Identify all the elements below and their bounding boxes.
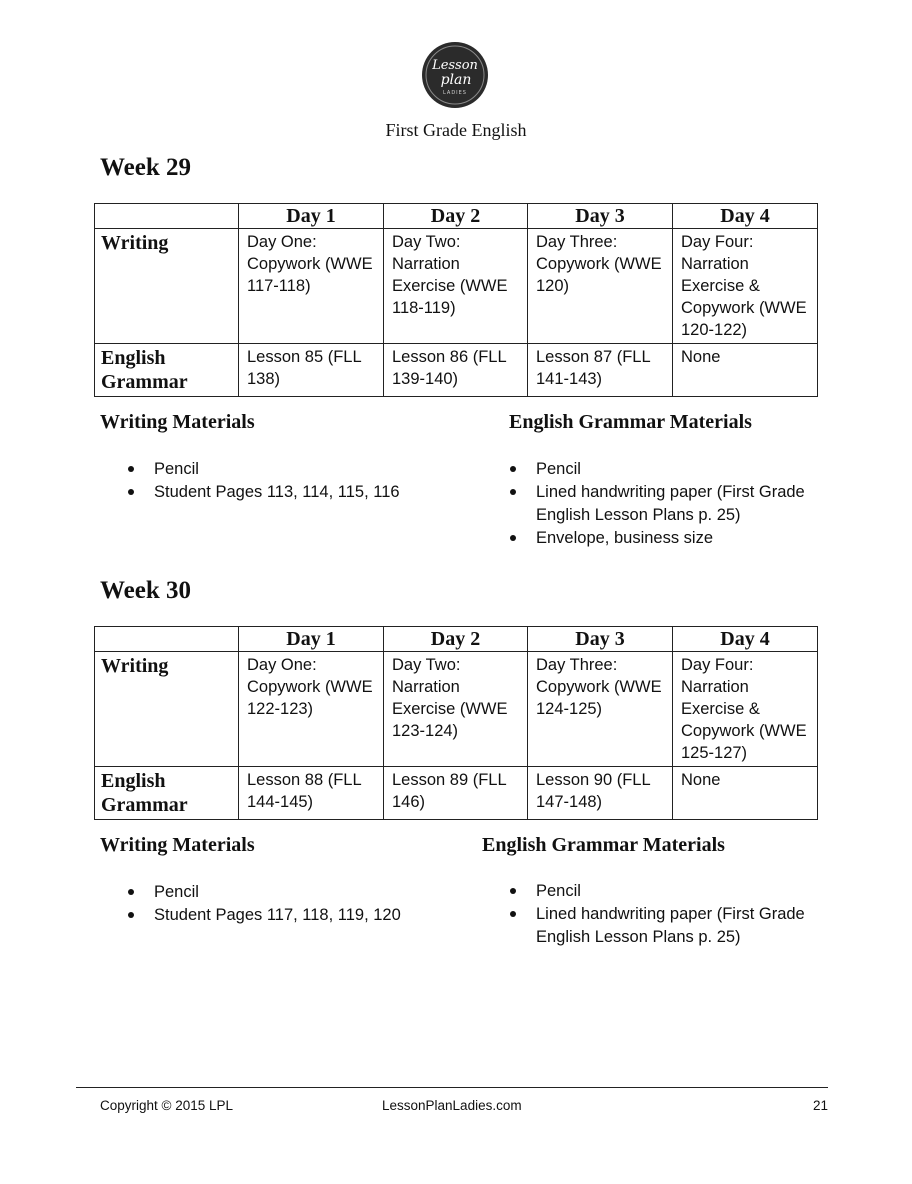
- table-cell: Day Two: Narration Exercise (WWE 123-124): [384, 652, 528, 767]
- footer-website: LessonPlanLadies.com: [382, 1098, 522, 1113]
- table-cell: Day One: Copywork (WWE 122-123): [239, 652, 384, 767]
- list-item: Pencil: [154, 458, 484, 481]
- list-item: Student Pages 117, 118, 119, 120: [154, 904, 484, 927]
- table-cell: Lesson 90 (FLL 147-148): [528, 767, 673, 820]
- table-cell: Lesson 85 (FLL 138): [239, 344, 384, 397]
- row-label: English Grammar: [95, 767, 239, 820]
- footer-copyright: Copyright © 2015 LPL: [100, 1098, 234, 1113]
- list-item: Lined handwriting paper (First Grade English Lesson Plans p. 25): [536, 903, 836, 949]
- table-cell: Day Three: Copywork (WWE 120): [528, 229, 673, 344]
- day-header: Day 2: [384, 627, 528, 652]
- table-cell: None: [673, 344, 818, 397]
- table-cell: Day Four: Narration Exercise & Copywork (WWE 125-127): [673, 652, 818, 767]
- grammar-materials-title: English Grammar Materials: [509, 411, 752, 433]
- day-header: Day 1: [239, 204, 384, 229]
- svg-text:plan: plan: [440, 72, 472, 88]
- day-header: Day 2: [384, 204, 528, 229]
- week-30-schedule-table: [94, 626, 818, 820]
- table-cell: Lesson 88 (FLL 144-145): [239, 767, 384, 820]
- table-cell: Day Three: Copywork (WWE 124-125): [528, 652, 673, 767]
- table-row: [95, 767, 818, 820]
- row-label: Writing: [95, 229, 239, 344]
- row-label: Writing: [95, 652, 239, 767]
- day-header: Day 4: [673, 204, 818, 229]
- list-item: Pencil: [536, 880, 836, 903]
- table-row: [95, 344, 818, 397]
- svg-text:LADIES: LADIES: [443, 90, 467, 96]
- corner-cell: [95, 627, 239, 652]
- list-item: Student Pages 113, 114, 115, 116: [154, 481, 484, 504]
- writing-materials-list: [128, 458, 484, 504]
- list-item: Pencil: [536, 458, 836, 481]
- table-header-row: [95, 204, 818, 229]
- svg-text:Lesson: Lesson: [432, 58, 478, 73]
- writing-materials-title: Writing Materials: [100, 834, 255, 856]
- day-header: Day 1: [239, 627, 384, 652]
- table-cell: Lesson 86 (FLL 139-140): [384, 344, 528, 397]
- corner-cell: [95, 204, 239, 229]
- table-row: [95, 229, 818, 344]
- grammar-materials-list: [510, 458, 836, 550]
- logo-seal-icon: [420, 40, 490, 110]
- day-header: Day 3: [528, 204, 673, 229]
- writing-materials-list: [128, 881, 484, 927]
- day-header: Day 3: [528, 627, 673, 652]
- row-label: English Grammar: [95, 344, 239, 397]
- writing-materials-title: Writing Materials: [100, 411, 255, 433]
- week-30-title: Week 30: [100, 577, 191, 604]
- list-item: Pencil: [154, 881, 484, 904]
- list-item: Lined handwriting paper (First Grade English Lesson Plans p. 25): [536, 481, 836, 527]
- table-cell: None: [673, 767, 818, 820]
- footer-divider: [76, 1087, 828, 1088]
- table-row: [95, 652, 818, 767]
- table-cell: Lesson 87 (FLL 141-143): [528, 344, 673, 397]
- lesson-plan-ladies-logo: [420, 40, 490, 110]
- week-29-schedule-table: [94, 203, 818, 397]
- table-header-row: [95, 627, 818, 652]
- grammar-materials-list: [510, 880, 836, 949]
- page-subtitle: First Grade English: [385, 120, 527, 140]
- table-cell: Day Two: Narration Exercise (WWE 118-119): [384, 229, 528, 344]
- day-header: Day 4: [673, 627, 818, 652]
- footer-page-number: 21: [813, 1098, 829, 1113]
- table-cell: Day One: Copywork (WWE 117-118): [239, 229, 384, 344]
- table-cell: Lesson 89 (FLL 146): [384, 767, 528, 820]
- table-cell: Day Four: Narration Exercise & Copywork (WWE 120-122): [673, 229, 818, 344]
- list-item: Envelope, business size: [536, 527, 836, 550]
- week-29-title: Week 29: [100, 154, 191, 181]
- grammar-materials-title: English Grammar Materials: [482, 834, 725, 856]
